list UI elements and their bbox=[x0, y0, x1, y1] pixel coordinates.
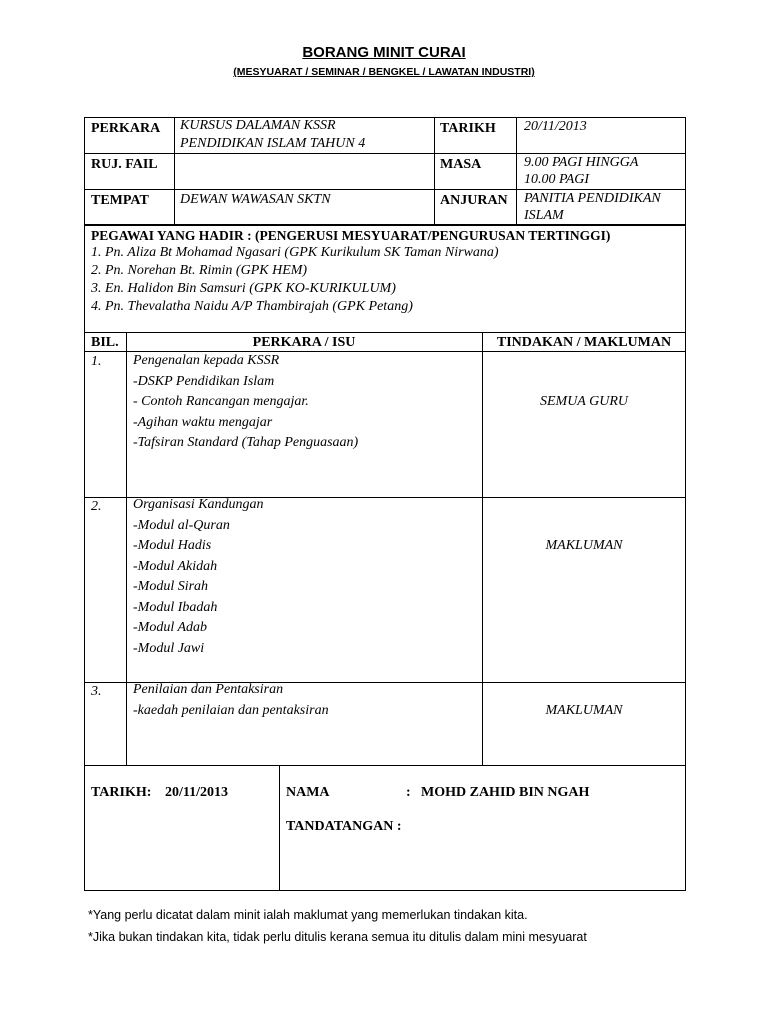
col-header-bil: BIL. bbox=[91, 335, 119, 350]
row-2-bil: 2. bbox=[91, 499, 102, 514]
masa-value: 9.00 PAGI HINGGA bbox=[524, 155, 639, 170]
row-2-item: -Modul Ibadah bbox=[133, 599, 218, 615]
attendee-item: 1. Pn. Aliza Bt Mohamad Ngasari (GPK Kurikulum SK Taman Nirwana) bbox=[91, 245, 499, 260]
anjuran-label: ANJURAN bbox=[440, 193, 508, 208]
row-3-item: Penilaian dan Pentaksiran bbox=[133, 682, 284, 697]
row-1-item: Pengenalan kepada KSSR bbox=[133, 353, 280, 368]
sign-date-value: 20/11/2013 bbox=[165, 785, 229, 800]
nama-value: MOHD ZAHID BIN NGAH bbox=[421, 785, 590, 800]
row-2-item: -Modul Sirah bbox=[133, 579, 209, 594]
perkara-value-line2: PENDIDIKAN ISLAM TAHUN 4 bbox=[180, 136, 366, 151]
masa-value-line2: 10.00 PAGI bbox=[524, 172, 590, 187]
note-line: *Yang perlu dicatat dalam minit ialah maklumat yang memerlukan tindakan kita. bbox=[88, 908, 528, 922]
row-2-item: -Modul Hadis bbox=[133, 538, 212, 553]
tarikh-value: 20/11/2013 bbox=[524, 119, 587, 134]
col-header-tindakan: TINDAKAN / MAKLUMAN bbox=[496, 335, 672, 350]
ruj-fail-label: RUJ. FAIL bbox=[91, 157, 158, 172]
row-2-item: Organisasi Kandungan bbox=[133, 497, 264, 512]
row-1-item: -Agihan waktu mengajar bbox=[133, 414, 273, 430]
tarikh-label: TARIKH bbox=[440, 121, 496, 136]
tandatangan-label: TANDATANGAN : bbox=[286, 819, 402, 834]
attendees-heading: PEGAWAI YANG HADIR : (PENGERUSI MESYUARAT/PENGURUSAN TERTINGGI) bbox=[91, 228, 611, 243]
form-subtitle: (MESYUARAT / SEMINAR / BENGKEL / LAWATAN INDUSTRI) bbox=[233, 66, 535, 78]
perkara-label: PERKARA bbox=[91, 121, 161, 136]
row-2-item: -Modul Jawi bbox=[133, 640, 205, 656]
row-1-bil: 1. bbox=[91, 354, 102, 369]
note-line: *Jika bukan tindakan kita, tidak perlu ditulis kerana semua itu ditulis dalam mini mesyuarat bbox=[88, 930, 587, 944]
anjuran-value: PANITIA PENDIDIKAN bbox=[524, 191, 661, 206]
masa-label: MASA bbox=[440, 157, 482, 172]
attendee-item: 2. Pn. Norehan Bt. Rimin (GPK HEM) bbox=[91, 263, 308, 278]
nama-label: NAMA bbox=[286, 785, 330, 800]
row-2-item: -Modul Adab bbox=[133, 620, 208, 635]
attendee-item: 3. En. Halidon Bin Samsuri (GPK KO-KURIKULUM) bbox=[91, 281, 396, 296]
sign-date-label: TARIKH: bbox=[91, 785, 152, 800]
nama-separator: : bbox=[406, 785, 411, 800]
attendee-item: 4. Pn. Thevalatha Naidu A/P Thambirajah (GPK Petang) bbox=[91, 299, 413, 314]
form-title: BORANG MINIT CURAI bbox=[302, 44, 466, 61]
row-1-item: -DSKP Pendidikan Islam bbox=[133, 373, 275, 389]
row-3-bil: 3. bbox=[91, 684, 102, 699]
col-header-perkara: PERKARA / ISU bbox=[252, 335, 356, 350]
perkara-value: KURSUS DALAMAN KSSR bbox=[180, 118, 336, 133]
row-2-item: -Modul Akidah bbox=[133, 558, 218, 574]
anjuran-value-line2: ISLAM bbox=[524, 208, 564, 223]
row-3-tindakan: MAKLUMAN bbox=[545, 703, 623, 718]
tempat-value: DEWAN WAWASAN SKTN bbox=[180, 192, 331, 207]
row-3-item: -kaedah penilaian dan pentaksiran bbox=[133, 703, 329, 718]
row-1-item: -Tafsiran Standard (Tahap Penguasaan) bbox=[133, 435, 359, 450]
row-1-item: - Contoh Rancangan mengajar. bbox=[133, 394, 309, 409]
row-2-item: -Modul al-Quran bbox=[133, 517, 230, 533]
row-1-tindakan: SEMUA GURU bbox=[539, 394, 628, 409]
row-2-tindakan: MAKLUMAN bbox=[545, 538, 623, 553]
tempat-label: TEMPAT bbox=[91, 193, 149, 208]
